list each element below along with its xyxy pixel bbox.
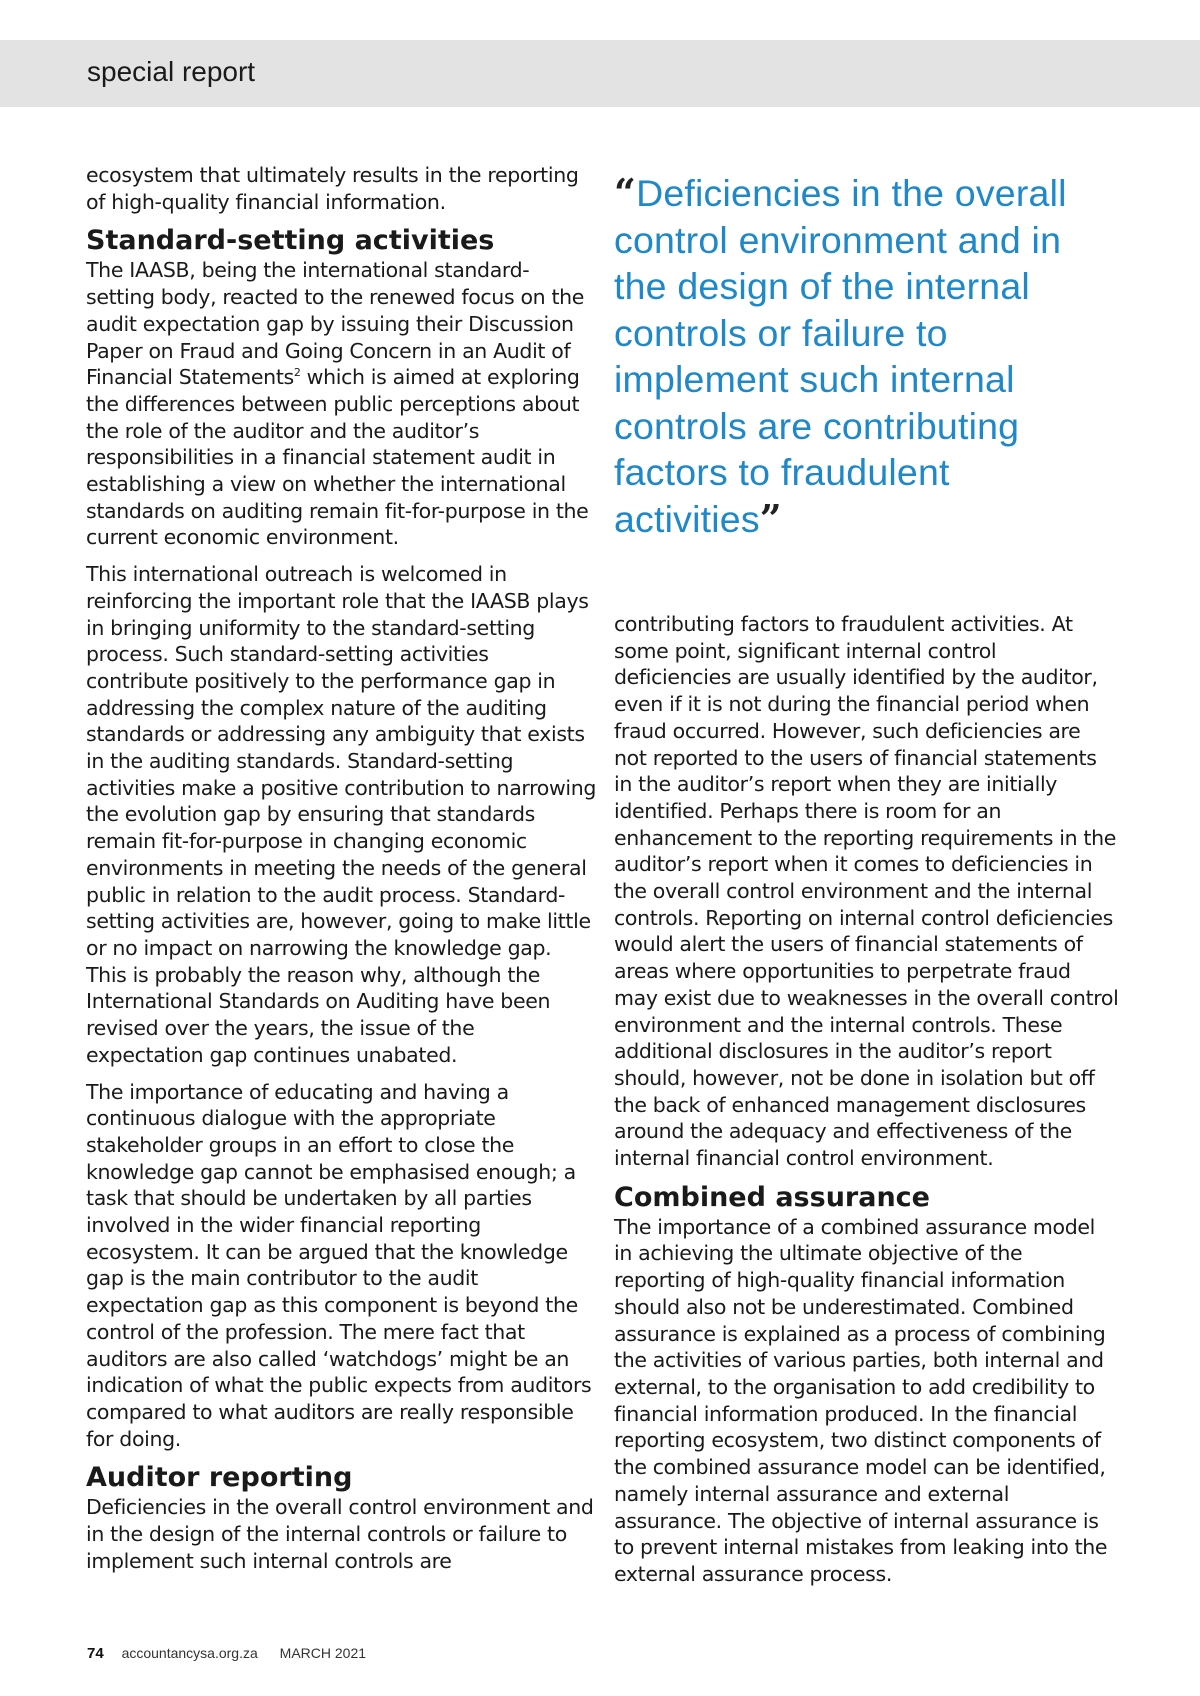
left-column <box>86 162 596 1584</box>
page-number: 74 <box>87 1645 104 1662</box>
paragraph-text: which is aimed at exploring the differences between public perceptions about the role of the auditor and the auditor’s responsibilities in a financial statement audit in establishing a view on whether the international standards on auditing remain fit-for-purpose in the current economic environment. <box>86 365 589 550</box>
auditor-reporting-paragraph: Deficiencies in the overall control environment and in the design of the internal controls or failure to implement such internal controls are <box>86 1495 594 1573</box>
auditor-reporting-continued-paragraph: contributing factors to fraudulent activities. At some point, significant internal control deficiencies are usually identified by the auditor, even if it is not during the financial period when fraud occurred. However, such deficiencies are not reported to the users of financial statements in the auditor’s report when they are initially identified. Perhaps there is room for an enhancement to the reporting requirements in the auditor’s report when it comes to deficiencies in the overall control environment and the internal controls. Reporting on internal control deficiencies would alert the users of financial statements of areas where opportunities to perpetrate fraud may exist due to weaknesses in the overall control environment and the internal controls. These additional disclosures in the auditor’s report should, however, not be done in isolation but off the back of enhanced management disclosures around the adequacy and effectiveness of the internal financial control environment. <box>614 612 1119 1171</box>
heading-combined-assurance: Combined assurance <box>614 1181 930 1213</box>
footnote-ref: 2 <box>293 366 301 380</box>
pull-quote-block <box>614 170 1114 542</box>
combined-assurance-paragraph: The importance of a combined assurance model in achieving the ultimate objective of the reporting of high-quality financial information should also not be underestimated. Combined assurance is explained as a process of combining the activities of various parties, both internal and external, to the organisation to add credibility to financial information produced. In the financial reporting ecosystem, two distinct components of the combined assurance model can be identified, namely internal assurance and external assurance. The objective of internal assurance is to prevent internal mistakes from leaking into the external assurance process. <box>614 1214 1108 1586</box>
paragraph-text: The IAASB, being the international standard-setting body, reacted to the renewed focus on the audit expectation gap by issuing their Discussion Paper on Fraud and Going Concern in an Audit of Financial Statements <box>86 258 585 390</box>
heading-standard-setting: Standard-setting activities <box>86 225 495 257</box>
heading-auditor-reporting: Auditor reporting <box>86 1462 353 1494</box>
standard-setting-paragraph-1 <box>86 257 596 551</box>
pull-quote-text: Deficiencies in the overall control environment and in the design of the internal controls or failure to implement such internal controls are contributing factors to fraudulent activities <box>614 172 1067 540</box>
right-column <box>614 611 1119 1598</box>
pull-quote <box>614 170 1114 542</box>
issue-date: MARCH 2021 <box>279 1645 367 1661</box>
standard-setting-paragraph-3: The importance of educating and having a continuous dialogue with the appropriate stakeholder groups in an effort to close the knowledge gap cannot be emphasised enough; a task that should be undertaken by all parties involved in the wider financial reporting ecosystem. It can be argued that the knowledge gap is the main contributor to the audit expectation gap as this component is beyond the control of the profession. The mere fact that auditors are also called ‘watchdogs’ might be an indication of what the public expects from auditors compared to what auditors are really responsible for doing. <box>86 1079 592 1451</box>
intro-paragraph: ecosystem that ultimately results in the reporting of high-quality financial information. <box>86 163 579 214</box>
section-label: special report <box>87 56 256 87</box>
website-link[interactable]: accountancysa.org.za <box>121 1645 258 1661</box>
standard-setting-paragraph-2: This international outreach is welcomed in reinforcing the important role that the IAASB plays in bringing uniformity to the standard-setting process. Such standard-setting activities contribute positively to the performance gap in addressing the complex nature of the auditing standards or addressing any ambiguity that exists in the auditing standards. Standard-setting activities make a positive contribution to narrowing the evolution gap by ensuring that standards remain fit-for-purpose in changing economic environments in meeting the needs of the general public in relation to the audit process. Standard-setting activities are, however, going to make little or no impact on narrowing the knowledge gap. This is probably the reason why, although the International Standards on Auditing have been revised over the years, the issue of the expectation gap continues unabated. <box>86 562 597 1067</box>
close-quote-mark: ” <box>759 495 782 541</box>
open-quote-mark: “ <box>614 170 637 215</box>
page-footer <box>87 1645 366 1662</box>
